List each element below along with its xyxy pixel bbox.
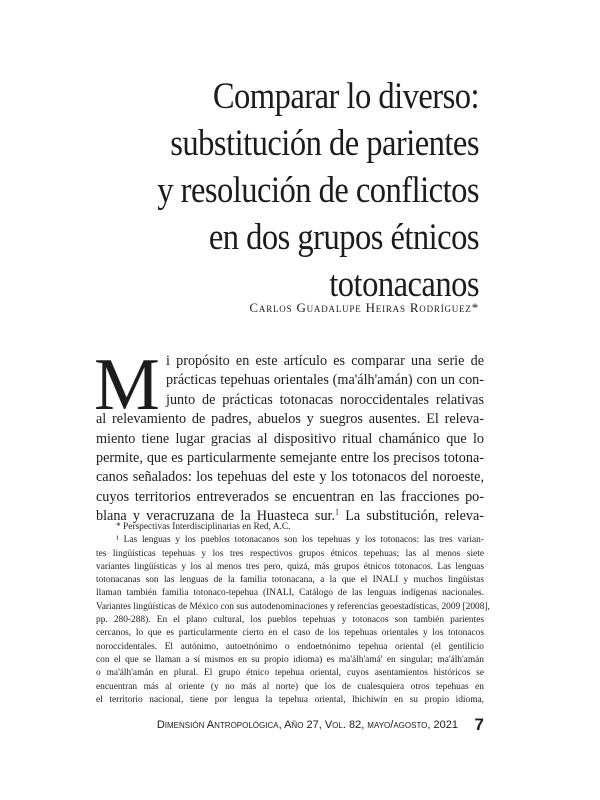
footnote-line: totonacanas son las lenguas de la familia totonacana, a la que el INALI y muchos lingüistas [96,575,484,586]
footnote-line: tes lingüísticas tepehuas y los tres respectivos grupos étnicos tepehuas; las al menos siete [96,548,484,559]
footnote-line: con el que se llaman a sí mismos en su propio idioma) es ma'álh'amá' en singular; ma'álh'amán [96,654,484,665]
footnote-reference[interactable]: 1 [335,507,340,517]
body-line: junto de prácticas totonacas noroccidentales relativas [166,391,484,408]
footnote-line: ¹ Las lenguas y los pueblos totonacanos son los tepehuas y los totonacos: las tres varian- [116,535,484,546]
body-line: cuyos territorios entreverados se encuentran en las fracciones po- [96,488,484,505]
footnotes [96,521,490,707]
footnote-line: cercanos, lo que es particularmente cierto en el caso de los tepehuas orientales y los totonacos [96,628,484,639]
page-number: 7 [474,715,484,734]
article-title [127,73,479,308]
title-line: totonacanos [329,264,479,305]
journal-citation: Dimensión Antropológica, Año 27, Vol. 82, mayo/agosto, 2021 [156,719,458,731]
body-line: prácticas tepehuas orientales (ma'álh'amán) con un con- [166,372,484,389]
body-paragraph [94,344,484,527]
footnote-line: encuentran más al oriente (y no más al norte) que los de cualesquiera otros tepehuas en [96,681,484,692]
footnote-line: noroccidentales. El autónimo, autoetnónimo o endoetnónimo tepehua oriental (el gentilicio [96,641,484,652]
title-line: Comparar lo diverso: [212,76,480,117]
footnote-line: Variantes lingüísticas de México con sus autodenominaciones y referencias geoestadísticas, 2009 [2008], [96,601,490,612]
footnote-line: el territorio nacional, tiene por lengua la tepehua oriental, lhichiwín en su propio idioma, [96,694,484,705]
footnote-line: variantes lingüísticas y los al menos tres pero, quizá, más grupos étnicos totonacos. Las lenguas [96,561,484,572]
footnote-line: * Perspectivas Interdisciplinarias en Red, A.C. [116,522,291,532]
drop-cap: M [94,344,160,426]
body-line: permite, que es particularmente semejante entre los precisos totona- [96,449,484,466]
author-name: Carlos Guadalupe Heiras Rodríguez* [249,300,479,315]
footnote-line: pp. 280-288). En el plano cultural, los pueblos tepehuas y totonacos son también parientes [96,615,484,626]
page-footer [96,717,484,737]
body-line: i propósito en este artículo es comparar una serie de [166,353,484,369]
body-line-text: blana y veracruzana de la Huasteca sur. [96,508,336,525]
body-line-text: La substitución, releva- [339,508,484,525]
title-line: substitución de parientes [170,123,479,164]
title-line: en dos grupos étnicos [208,217,479,258]
body-line: canos señalados: los tepehuas del este y los totonacos del noroeste, [96,469,484,486]
footnote-line: llaman también familia totonaco-tepehua (INALI, Catálogo de las lenguas indígenas nacionales. [96,588,484,599]
title-line: y resolución de conflictos [157,170,480,211]
body-line: miento tiene lugar gracias al dispositivo ritual chamánico que lo [96,430,484,447]
body-line: al relevamiento de padres, abuelos y suegros ausentes. El releva- [96,411,484,428]
footnote-line: o ma'álh'amán en plural. El grupo étnico tepehua oriental, cuyos asentamientos históricos se [96,668,484,679]
